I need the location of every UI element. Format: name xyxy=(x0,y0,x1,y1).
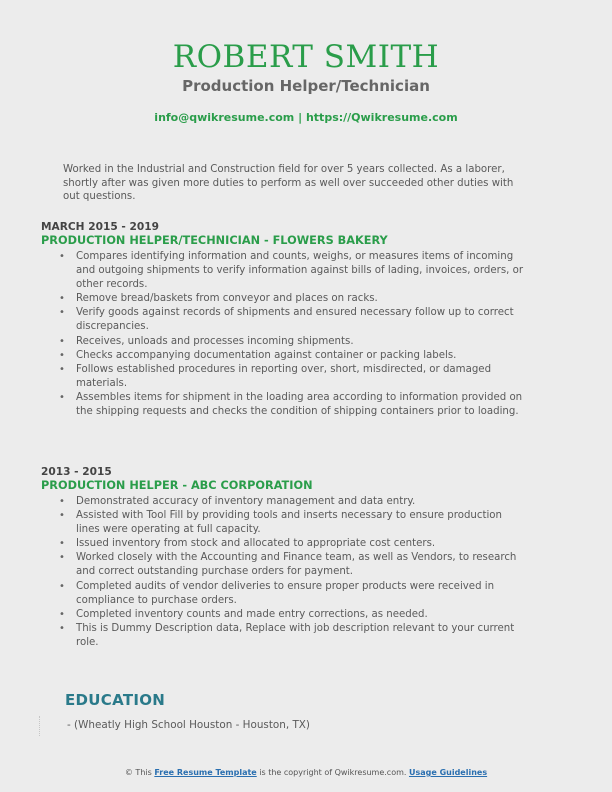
contact-line xyxy=(0,111,612,125)
job-bullet: • Checks accompanying documentation against container or packing labels. xyxy=(76,349,526,363)
job-bullet: • Demonstrated accuracy of inventory management and data entry. xyxy=(76,495,526,509)
bullet-icon: • xyxy=(59,580,65,592)
job-bullet: • Receives, unloads and processes incoming shipments. xyxy=(76,335,526,349)
bullet-icon: • xyxy=(59,538,65,550)
job-bullet: • Assembles items for shipment in the loading area according to information provided on the shipping requests and checks the condition of shipping containers prior to loading. xyxy=(59,391,523,418)
free-resume-template-link[interactable]: Free Resume Template xyxy=(154,768,257,777)
bullet-icon: • xyxy=(59,608,65,620)
job-bullet: • Verify goods against records of shipments and ensured necessary follow up to correct discrepancies. xyxy=(59,307,514,333)
job-bullet: • Assisted with Tool Fill by providing tools and inserts necessary to ensure production lines were operating at full capacity. xyxy=(59,510,502,536)
education-heading: EDUCATION xyxy=(65,691,166,709)
job-bullet: • Completed inventory counts and made entry corrections, as needed. xyxy=(76,608,526,622)
job-bullet: • Issued inventory from stock and allocated to appropriate cost centers. xyxy=(76,537,526,551)
footer-prefix: © This xyxy=(124,768,155,777)
job-bullet: • Compares identifying information and counts, weighs, or measures items of incoming and outgoing shipments to verify information against bills of lading, invoices, orders, or other records. xyxy=(59,251,524,291)
bullet-icon: • xyxy=(59,391,65,403)
candidate-name: ROBERT SMITH xyxy=(172,39,440,75)
job-title: PRODUCTION HELPER - ABC CORPORATION xyxy=(41,479,313,492)
bullet-icon: • xyxy=(59,349,65,361)
job-bullet: • Remove bread/baskets from conveyor and places on racks. xyxy=(76,292,526,306)
email-link[interactable]: info@qwikresume.com xyxy=(154,111,295,124)
bullet-icon: • xyxy=(59,251,65,262)
job-bullet: • This is Dummy Description data, Replace with job description relevant to your current role. xyxy=(59,622,515,648)
bullet-icon: • xyxy=(59,307,65,319)
job-entry-2 xyxy=(41,466,541,650)
bullet-icon: • xyxy=(59,496,65,507)
footer xyxy=(0,767,612,778)
job-bullet-list xyxy=(41,495,526,650)
job-bullet: • Follows established procedures in reporting over, short, misdirected, or damaged materials. xyxy=(59,363,492,389)
job-bullet: • Worked closely with the Accounting and Finance team, as well as Vendors, to research and correct outstanding purchase orders for payment. xyxy=(59,552,517,578)
job-bullet: • Completed audits of vendor deliveries to ensure proper products were received in compliance to purchase orders. xyxy=(59,580,495,606)
bullet-icon: • xyxy=(59,510,65,522)
footer-copyright: is the copyright of Qwikresume.com. xyxy=(256,768,409,777)
job-bullet-list xyxy=(41,250,526,419)
job-entry-1 xyxy=(41,221,541,419)
job-dates: MARCH 2015 - 2019 xyxy=(41,221,159,233)
education-divider xyxy=(39,716,42,736)
contact-separator: | xyxy=(294,111,306,124)
bullet-icon: • xyxy=(59,293,65,305)
bullet-icon: • xyxy=(59,552,65,564)
education-entry: - (Wheatly High School Houston - Houston, TX) xyxy=(67,719,310,731)
job-title: PRODUCTION HELPER/TECHNICIAN - FLOWERS BAKERY xyxy=(41,234,388,247)
job-dates: 2013 - 2015 xyxy=(41,466,112,478)
usage-guidelines-link[interactable]: Usage Guidelines xyxy=(408,768,488,777)
bullet-icon: • xyxy=(59,363,65,375)
website-link[interactable]: https://Qwikresume.com xyxy=(305,111,458,124)
bullet-icon: • xyxy=(59,622,65,634)
bullet-icon: • xyxy=(59,335,65,347)
candidate-role: Production Helper/Technician xyxy=(182,77,430,95)
summary-paragraph: Worked in the Industrial and Construction field for over 5 years collected. As a laborer, shortly after was given more duties to perform as well over succeeded other duties with out questions. xyxy=(63,164,514,203)
